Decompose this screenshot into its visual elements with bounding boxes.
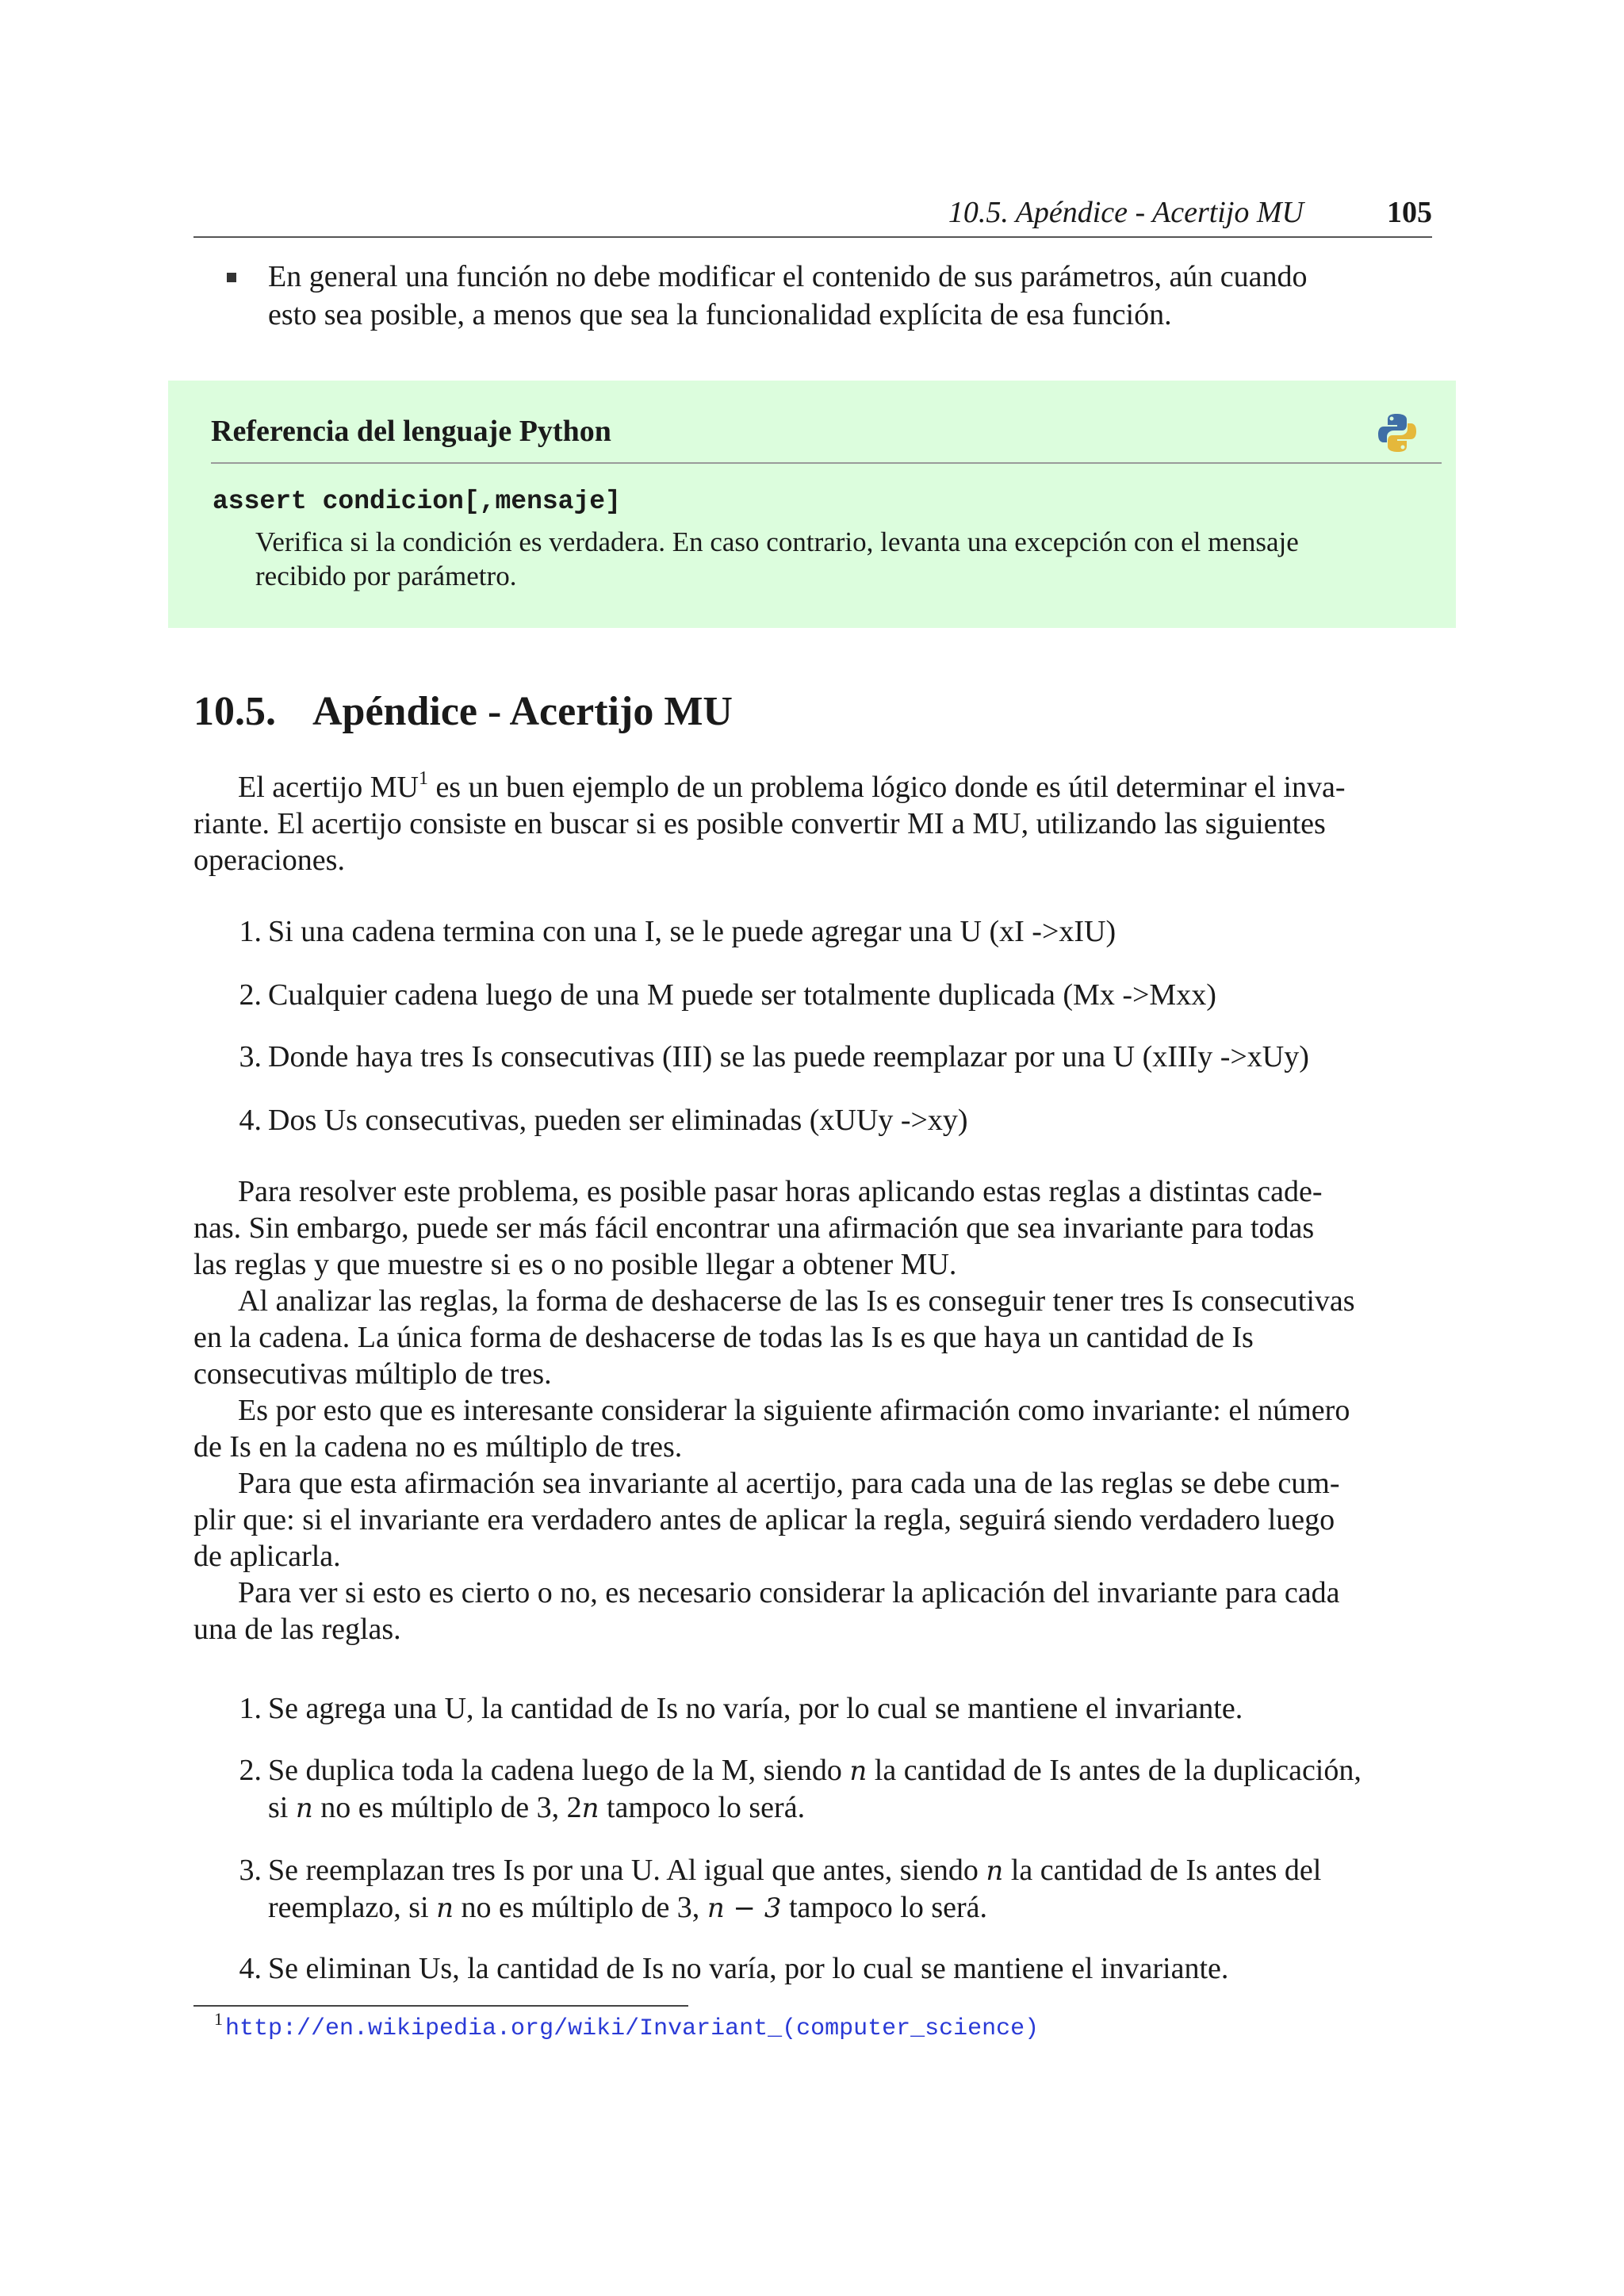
- paragraph-line: Para ver si esto es cierto o no, es necesario considerar la aplicación del invariante para cada: [238, 1576, 1340, 1609]
- text: la cantidad de Is antes del: [1003, 1854, 1322, 1887]
- list-text: Cualquier cadena luego de una M puede ser totalmente duplicada (Mx ->Mxx): [268, 978, 1216, 1012]
- page-number: 105: [1387, 196, 1432, 229]
- intro-line-3: operaciones.: [193, 844, 345, 877]
- list-text-line-2: [268, 1889, 1432, 1927]
- bullet-line-2: esto sea posible, a menos que sea la funcionalidad explícita de esa función.: [268, 298, 1172, 331]
- text: no es múltiplo de 3,: [454, 1891, 707, 1924]
- list-number: 4.: [239, 1104, 262, 1137]
- list-number: 1.: [239, 915, 262, 948]
- intro-text: El acertijo MU: [238, 771, 419, 804]
- text: Se duplica toda la cadena luego de la M, siendo: [268, 1754, 850, 1787]
- list-item: [239, 977, 1216, 1013]
- list-text-line-1: [268, 1852, 1432, 1889]
- paragraph-line: Al analizar las reglas, la forma de deshacerse de las Is es conseguir tener tres Is consecutivas: [238, 1284, 1355, 1318]
- section-title: Apéndice - Acertijo MU: [312, 689, 733, 734]
- bullet-line-1: En general una función no debe modificar el contenido de sus parámetros, aún cuando: [268, 260, 1308, 293]
- footnote-number: 1: [214, 2009, 223, 2029]
- list-text: Dos Us consecutivas, pueden ser eliminadas (xUUy ->xy): [268, 1104, 968, 1137]
- analysis-item-2: [239, 1752, 1432, 1827]
- list-item: [239, 913, 1116, 950]
- python-logo-icon: [1375, 411, 1419, 455]
- intro-line-1: [193, 769, 1432, 806]
- text: tampoco lo será.: [599, 1791, 806, 1824]
- math-var-n: n: [986, 1855, 1004, 1887]
- list-number: 3.: [239, 1854, 262, 1887]
- paragraph-line: de Is en la cadena no es múltiplo de tres.: [193, 1430, 683, 1464]
- text: reemplazo, si: [268, 1891, 437, 1924]
- header-section-title: 10.5. Apéndice - Acertijo MU: [948, 196, 1304, 229]
- assert-description-line-2: recibido por parámetro.: [255, 561, 517, 591]
- list-text-line-1: [268, 1752, 1432, 1789]
- paragraph-line: de aplicarla.: [193, 1540, 341, 1573]
- paragraph-line: Para que esta afirmación sea invariante al acertijo, para cada una de las reglas se debe cum-: [238, 1467, 1340, 1500]
- text: no es múltiplo de 3, 2: [312, 1791, 582, 1824]
- assert-description: [255, 525, 1413, 593]
- paragraph-line: las reglas y que muestre si es o no posible llegar a obtener MU.: [193, 1248, 957, 1281]
- list-number: 4.: [239, 1952, 262, 1985]
- math-var-n: n: [436, 1892, 454, 1924]
- footnote-divider: [193, 2005, 688, 2007]
- footnote-ref[interactable]: 1: [418, 768, 428, 789]
- analysis-item-3: [239, 1852, 1432, 1927]
- list-text: Donde haya tres Is consecutivas (III) se las puede reemplazar por una U (xIIIy ->xUy): [268, 1040, 1309, 1073]
- reference-box-title: Referencia del lenguaje Python: [211, 415, 611, 448]
- paragraph-line: nas. Sin embargo, puede ser más fácil encontrar una afirmación que sea invariante para todas: [193, 1211, 1315, 1245]
- list-item: [239, 1102, 968, 1138]
- list-number: 3.: [239, 1040, 262, 1073]
- intro-line-2: riante. El acertijo consiste en buscar si es posible convertir MI a MU, utilizando las siguientes: [193, 807, 1326, 840]
- text: tampoco lo será.: [781, 1891, 988, 1924]
- running-header: [193, 195, 1432, 238]
- list-text-line-2: [268, 1789, 1432, 1827]
- assert-description-line-1: Verifica si la condición es verdadera. En caso contrario, levanta una excepción con el mensaje: [255, 526, 1299, 557]
- intro-text-cont: es un buen ejemplo de un problema lógico donde es útil determinar el inva-: [427, 771, 1346, 804]
- list-number: 2.: [239, 1754, 262, 1787]
- text: la cantidad de Is antes de la duplicación,: [867, 1754, 1362, 1787]
- python-reference-box: [168, 381, 1456, 628]
- paragraph-line: Es por esto que es interesante considerar la siguiente afirmación como invariante: el número: [238, 1394, 1350, 1427]
- paragraph-line: Para resolver este problema, es posible pasar horas aplicando estas reglas a distintas cade-: [238, 1175, 1323, 1208]
- list-number: 1.: [239, 1692, 262, 1725]
- paragraph-line: plir que: si el invariante era verdadero antes de aplicar la regla, seguirá siendo verdadero luego: [193, 1503, 1335, 1536]
- paragraph-line: consecutivas múltiplo de tres.: [193, 1357, 552, 1391]
- footnote: [214, 2009, 1040, 2042]
- list-text: Si una cadena termina con una I, se le puede agregar una U (xI ->xIU): [268, 915, 1116, 948]
- list-text: Se eliminan Us, la cantidad de Is no varía, por lo cual se mantiene el invariante.: [268, 1952, 1229, 1985]
- section-heading: [193, 688, 733, 735]
- text: si: [268, 1791, 296, 1824]
- reference-box-divider: [211, 462, 1442, 464]
- math-var-n: n: [581, 1793, 599, 1824]
- intro-paragraph: [193, 769, 1432, 878]
- list-item: [239, 1039, 1309, 1075]
- body-paragraphs: [193, 1173, 1432, 1647]
- list-text: Se agrega una U, la cantidad de Is no varía, por lo cual se mantiene el invariante.: [268, 1692, 1243, 1725]
- analysis-item-4: [239, 1950, 1229, 1987]
- paragraph-line: en la cadena. La única forma de deshacerse de todas las Is es que haya un cantidad de Is: [193, 1321, 1254, 1354]
- section-number: 10.5.: [193, 689, 276, 734]
- text: Se reemplazan tres Is por una U. Al igual que antes, siendo: [268, 1854, 986, 1887]
- list-number: 2.: [239, 978, 262, 1012]
- math-var-n: n: [849, 1755, 868, 1787]
- assert-syntax: assert condicion[,mensaje]: [213, 487, 621, 516]
- bullet-marker: [227, 273, 236, 282]
- footnote-link[interactable]: http://en.wikipedia.org/wiki/Invariant_(computer_science): [225, 2015, 1040, 2042]
- math-expr: n − 3: [707, 1892, 782, 1924]
- math-var-n: n: [295, 1793, 313, 1824]
- analysis-item-1: [239, 1690, 1243, 1727]
- paragraph-line: una de las reglas.: [193, 1613, 401, 1646]
